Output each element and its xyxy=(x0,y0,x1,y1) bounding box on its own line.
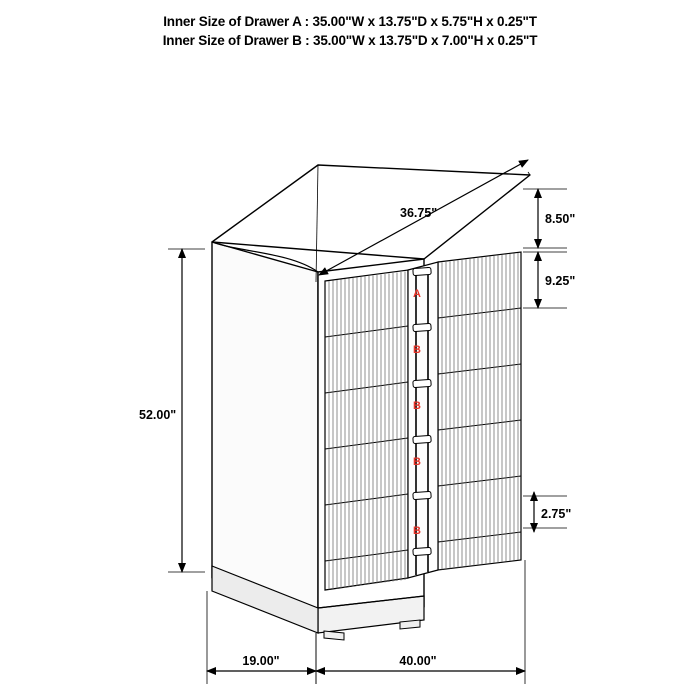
drawer-left-panel xyxy=(325,270,408,590)
dim-label-r3: 2.75" xyxy=(541,507,572,521)
drawer-label-b1: B xyxy=(413,344,421,356)
drawer-front-group xyxy=(438,252,521,570)
drawer-label-b3: B xyxy=(413,456,421,468)
dim-right-bottom xyxy=(523,492,571,532)
drawer-label-a: A xyxy=(413,288,421,300)
dim-label-r2: 9.25" xyxy=(545,274,576,288)
dim-label-r1: 8.50" xyxy=(545,212,576,226)
drawer-left-group xyxy=(325,270,408,590)
cabinet-left-side xyxy=(212,242,318,620)
dim-label-height: 52.00" xyxy=(139,408,177,422)
drawer-b-note: Inner Size of Drawer B : 35.00"W x 13.75"D x 7.00"H x 0.25"T xyxy=(162,33,538,48)
dim-total-height xyxy=(139,249,205,572)
drawer-label-b2: B xyxy=(413,400,421,412)
dim-label-b1: 19.00" xyxy=(242,654,280,668)
dim-label-b2: 40.00" xyxy=(399,654,437,668)
dim-right-second xyxy=(523,252,575,308)
drawer-a-note: Inner Size of Drawer A : 35.00"W x 13.75"D x 5.75"H x 0.25"T xyxy=(163,14,537,29)
drawer-label-b4: B xyxy=(413,525,421,537)
dim-right-top xyxy=(523,189,575,248)
dim-label-top-width: 36.75" xyxy=(400,206,438,220)
drawer-front-panel xyxy=(438,252,521,570)
cabinet-top-panel xyxy=(212,165,530,259)
